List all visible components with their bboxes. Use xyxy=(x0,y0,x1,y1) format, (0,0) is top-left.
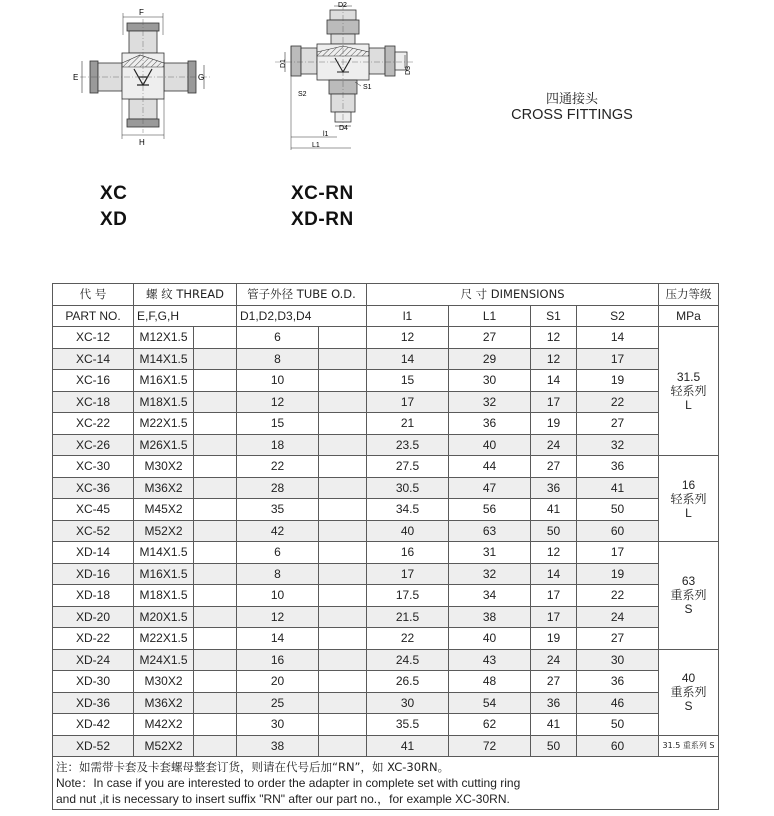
cell-blank xyxy=(319,327,367,349)
label-d1: D1 xyxy=(280,59,287,68)
cell-s2: 30 xyxy=(577,649,659,671)
cell-l1: 17 xyxy=(367,391,449,413)
table-row xyxy=(53,499,719,521)
cell-s2: 14 xyxy=(577,327,659,349)
cell-part-no: XD-42 xyxy=(53,714,134,736)
cell-blank xyxy=(194,456,237,478)
cell-blank xyxy=(194,520,237,542)
cell-blank xyxy=(319,348,367,370)
cell-L1: 56 xyxy=(449,499,531,521)
cell-l1: 34.5 xyxy=(367,499,449,521)
cell-tube-od: 22 xyxy=(237,456,319,478)
cell-s2: 27 xyxy=(577,413,659,435)
cell-blank xyxy=(194,499,237,521)
cell-part-no: XC-52 xyxy=(53,520,134,542)
code-xd: XD xyxy=(100,209,128,230)
cell-blank xyxy=(194,327,237,349)
note-en-2: and nut ,it is necessary to insert suffix "RN" after our part no.，for example XC-30RN. xyxy=(56,792,510,806)
cell-L1: 47 xyxy=(449,477,531,499)
pressure-mpa: 63 xyxy=(681,574,696,589)
cell-blank xyxy=(194,542,237,564)
pressure-group xyxy=(659,542,719,650)
cell-L1: 62 xyxy=(449,714,531,736)
note-row xyxy=(53,757,719,810)
cell-blank xyxy=(194,370,237,392)
cell-l1: 23.5 xyxy=(367,434,449,456)
cell-part-no: XC-22 xyxy=(53,413,134,435)
cell-s2: 46 xyxy=(577,692,659,714)
pressure-grade: L xyxy=(685,505,692,520)
table-row xyxy=(53,456,719,478)
cell-part-no: XC-45 xyxy=(53,499,134,521)
cell-tube-od: 14 xyxy=(237,628,319,650)
cell-blank xyxy=(194,477,237,499)
cell-thread: M14X1.5 xyxy=(134,542,194,564)
cell-blank xyxy=(319,413,367,435)
cell-part-no: XD-20 xyxy=(53,606,134,628)
col-L1: L1 xyxy=(449,305,531,327)
pressure-series: 重系列 xyxy=(670,588,707,603)
cell-tube-od: 30 xyxy=(237,714,319,736)
cell-s1: 27 xyxy=(531,671,577,693)
cell-L1: 38 xyxy=(449,606,531,628)
cell-l1: 16 xyxy=(367,542,449,564)
cell-l1: 30 xyxy=(367,692,449,714)
cell-blank xyxy=(194,391,237,413)
cell-s1: 17 xyxy=(531,585,577,607)
cell-blank xyxy=(319,520,367,542)
cell-s2: 19 xyxy=(577,370,659,392)
cell-s2: 60 xyxy=(577,520,659,542)
pressure-series: 轻系列 xyxy=(670,491,707,506)
cell-s2: 32 xyxy=(577,434,659,456)
cell-l1: 15 xyxy=(367,370,449,392)
col-l1: l1 xyxy=(367,305,449,327)
cell-thread: M24X1.5 xyxy=(134,649,194,671)
cell-thread: M30X2 xyxy=(134,671,194,693)
cell-blank xyxy=(194,585,237,607)
cell-L1: 43 xyxy=(449,649,531,671)
cell-thread: M14X1.5 xyxy=(134,348,194,370)
note-cell xyxy=(53,757,719,810)
table-row xyxy=(53,327,719,349)
cell-L1: 30 xyxy=(449,370,531,392)
cell-tube-od: 42 xyxy=(237,520,319,542)
cell-L1: 29 xyxy=(449,348,531,370)
cell-tube-od: 25 xyxy=(237,692,319,714)
cell-blank xyxy=(319,477,367,499)
cell-s1: 14 xyxy=(531,370,577,392)
cell-s1: 27 xyxy=(531,456,577,478)
cell-tube-od: 18 xyxy=(237,434,319,456)
cell-s1: 19 xyxy=(531,413,577,435)
cell-s2: 36 xyxy=(577,456,659,478)
label-h: H xyxy=(139,138,145,147)
cell-s1: 41 xyxy=(531,714,577,736)
cell-blank xyxy=(319,671,367,693)
cell-L1: 36 xyxy=(449,413,531,435)
label-d3: D3 xyxy=(405,66,412,75)
cell-blank xyxy=(194,649,237,671)
cell-blank xyxy=(194,606,237,628)
cell-s2: 50 xyxy=(577,714,659,736)
table-row xyxy=(53,714,719,736)
cell-blank xyxy=(194,735,237,757)
cell-L1: 40 xyxy=(449,628,531,650)
cell-s1: 12 xyxy=(531,348,577,370)
cell-tube-od: 35 xyxy=(237,499,319,521)
cell-s2: 17 xyxy=(577,542,659,564)
table-row xyxy=(53,606,719,628)
cell-thread: M45X2 xyxy=(134,499,194,521)
cell-s2: 60 xyxy=(577,735,659,757)
spec-table xyxy=(52,283,719,810)
cell-part-no: XC-12 xyxy=(53,327,134,349)
cell-L1: 40 xyxy=(449,434,531,456)
cell-l1: 30.5 xyxy=(367,477,449,499)
table-row xyxy=(53,649,719,671)
label-d2: D2 xyxy=(338,2,347,9)
cell-part-no: XC-16 xyxy=(53,370,134,392)
cell-L1: 32 xyxy=(449,391,531,413)
pressure-series: 轻系列 xyxy=(670,384,707,398)
cell-part-no: XD-52 xyxy=(53,735,134,757)
pressure-group xyxy=(659,735,719,757)
label-l1-big: L1 xyxy=(312,142,320,149)
cell-blank xyxy=(319,563,367,585)
cross-fitting-rn-drawing xyxy=(265,0,425,158)
col-code-cn: 代 号 xyxy=(53,284,134,306)
cell-part-no: XD-22 xyxy=(53,628,134,650)
cell-s2: 27 xyxy=(577,628,659,650)
cell-s1: 50 xyxy=(531,735,577,757)
table-row xyxy=(53,628,719,650)
pressure-mpa: 40 xyxy=(681,671,696,685)
cell-blank xyxy=(194,692,237,714)
cell-part-no: XC-18 xyxy=(53,391,134,413)
cell-L1: 72 xyxy=(449,735,531,757)
cell-part-no: XD-14 xyxy=(53,542,134,564)
cell-blank xyxy=(319,628,367,650)
cell-s2: 24 xyxy=(577,606,659,628)
pressure-grade: S xyxy=(684,602,693,617)
table-row xyxy=(53,391,719,413)
cell-tube-od: 20 xyxy=(237,671,319,693)
cell-thread: M26X1.5 xyxy=(134,434,194,456)
cell-L1: 54 xyxy=(449,692,531,714)
col-efgh: E,F,G,H xyxy=(134,305,237,327)
cell-l1: 21.5 xyxy=(367,606,449,628)
table-row xyxy=(53,413,719,435)
cell-part-no: XD-24 xyxy=(53,649,134,671)
cell-s2: 17 xyxy=(577,348,659,370)
cell-L1: 63 xyxy=(449,520,531,542)
cell-blank xyxy=(319,735,367,757)
table-row xyxy=(53,477,719,499)
cell-l1: 17.5 xyxy=(367,585,449,607)
cell-blank xyxy=(319,434,367,456)
table-row xyxy=(53,585,719,607)
cell-blank xyxy=(194,413,237,435)
cell-blank xyxy=(194,714,237,736)
cell-thread: M52X2 xyxy=(134,520,194,542)
cell-thread: M30X2 xyxy=(134,456,194,478)
cell-thread: M42X2 xyxy=(134,714,194,736)
cell-part-no: XC-30 xyxy=(53,456,134,478)
cell-tube-od: 10 xyxy=(237,370,319,392)
table-row xyxy=(53,542,719,564)
cell-l1: 40 xyxy=(367,520,449,542)
cross-fitting-drawing xyxy=(60,5,230,155)
cell-s1: 12 xyxy=(531,542,577,564)
pressure-mpa: 16 xyxy=(681,477,696,492)
label-d4: D4 xyxy=(339,125,348,132)
cell-blank xyxy=(319,542,367,564)
cell-tube-od: 16 xyxy=(237,649,319,671)
title-cn: 四通接头 xyxy=(545,92,598,107)
code-xc-rn: XC-RN xyxy=(291,183,354,204)
cell-blank xyxy=(194,434,237,456)
pressure-series: 重系列 xyxy=(670,685,707,699)
table-row xyxy=(53,370,719,392)
label-f: F xyxy=(139,8,144,17)
label-e: E xyxy=(73,73,79,82)
cell-s1: 17 xyxy=(531,391,577,413)
cell-s2: 22 xyxy=(577,585,659,607)
cell-thread: M36X2 xyxy=(134,692,194,714)
cell-blank xyxy=(194,671,237,693)
col-d: D1,D2,D3,D4 xyxy=(237,305,367,327)
cell-thread: M16X1.5 xyxy=(134,563,194,585)
cell-tube-od: 15 xyxy=(237,413,319,435)
cell-part-no: XC-14 xyxy=(53,348,134,370)
label-s2: S2 xyxy=(298,91,307,98)
col-pressure-cn: 压力等级 xyxy=(659,284,719,306)
col-thread: 螺 纹 THREAD xyxy=(134,284,237,306)
cell-tube-od: 8 xyxy=(237,348,319,370)
cell-s1: 36 xyxy=(531,477,577,499)
cell-blank xyxy=(319,391,367,413)
cell-blank xyxy=(319,499,367,521)
cell-part-no: XD-16 xyxy=(53,563,134,585)
col-s2: S2 xyxy=(577,305,659,327)
cell-blank xyxy=(319,585,367,607)
cell-s1: 24 xyxy=(531,434,577,456)
cell-blank xyxy=(319,714,367,736)
label-s1: S1 xyxy=(363,84,372,91)
pressure-mpa: 31.5 xyxy=(676,370,701,384)
cell-l1: 21 xyxy=(367,413,449,435)
cell-tube-od: 6 xyxy=(237,327,319,349)
table-row xyxy=(53,692,719,714)
table-row xyxy=(53,563,719,585)
label-l1-small: l1 xyxy=(323,131,329,138)
cell-blank xyxy=(319,370,367,392)
cell-l1: 27.5 xyxy=(367,456,449,478)
cell-part-no: XD-36 xyxy=(53,692,134,714)
col-part-no: PART NO. xyxy=(53,305,134,327)
table-row xyxy=(53,434,719,456)
cell-s1: 41 xyxy=(531,499,577,521)
pressure-group xyxy=(659,649,719,735)
cell-s2: 22 xyxy=(577,391,659,413)
cell-part-no: XC-36 xyxy=(53,477,134,499)
code-xc: XC xyxy=(100,183,128,204)
cell-thread: M20X1.5 xyxy=(134,606,194,628)
cell-s1: 12 xyxy=(531,327,577,349)
col-s1: S1 xyxy=(531,305,577,327)
cell-tube-od: 12 xyxy=(237,606,319,628)
cell-s1: 24 xyxy=(531,649,577,671)
pressure-group xyxy=(659,327,719,456)
cell-blank xyxy=(194,628,237,650)
cell-tube-od: 8 xyxy=(237,563,319,585)
cell-blank xyxy=(319,649,367,671)
cell-l1: 22 xyxy=(367,628,449,650)
cell-blank xyxy=(194,348,237,370)
cell-part-no: XD-18 xyxy=(53,585,134,607)
cell-tube-od: 38 xyxy=(237,735,319,757)
cell-thread: M22X1.5 xyxy=(134,413,194,435)
table-row xyxy=(53,735,719,757)
pressure-grade: L xyxy=(685,398,692,412)
pressure-group xyxy=(659,456,719,542)
cell-thread: M18X1.5 xyxy=(134,585,194,607)
cell-s2: 19 xyxy=(577,563,659,585)
cell-L1: 48 xyxy=(449,671,531,693)
pressure-grade: S xyxy=(684,699,693,713)
cell-L1: 27 xyxy=(449,327,531,349)
cell-blank xyxy=(319,692,367,714)
table-row xyxy=(53,348,719,370)
cell-tube-od: 12 xyxy=(237,391,319,413)
cell-tube-od: 6 xyxy=(237,542,319,564)
cell-L1: 31 xyxy=(449,542,531,564)
cell-L1: 44 xyxy=(449,456,531,478)
cell-tube-od: 28 xyxy=(237,477,319,499)
cell-L1: 34 xyxy=(449,585,531,607)
cell-thread: M12X1.5 xyxy=(134,327,194,349)
cell-blank xyxy=(194,563,237,585)
cell-l1: 35.5 xyxy=(367,714,449,736)
cell-thread: M36X2 xyxy=(134,477,194,499)
pressure-text: 31.5 重系列 S xyxy=(662,740,715,750)
cell-s1: 19 xyxy=(531,628,577,650)
table-row xyxy=(53,671,719,693)
cell-s2: 36 xyxy=(577,671,659,693)
cell-thread: M22X1.5 xyxy=(134,628,194,650)
cell-thread: M18X1.5 xyxy=(134,391,194,413)
cell-l1: 17 xyxy=(367,563,449,585)
cell-l1: 12 xyxy=(367,327,449,349)
note-cn: 注：如需带卡套及卡套螺母整套订货，则请在代号后加“RN”，如 XC-30RN。 xyxy=(56,760,450,774)
col-dimensions: 尺 寸 DIMENSIONS xyxy=(367,284,659,306)
cell-s1: 17 xyxy=(531,606,577,628)
cell-L1: 32 xyxy=(449,563,531,585)
cell-thread: M16X1.5 xyxy=(134,370,194,392)
cell-part-no: XC-26 xyxy=(53,434,134,456)
title-en: CROSS FITTINGS xyxy=(511,107,633,123)
cell-blank xyxy=(319,606,367,628)
code-xd-rn: XD-RN xyxy=(291,209,354,230)
cell-tube-od: 10 xyxy=(237,585,319,607)
cell-s1: 50 xyxy=(531,520,577,542)
cell-s2: 50 xyxy=(577,499,659,521)
note-en-1: Note：In case if you are interested to order the adapter in complete set with cutting ring xyxy=(56,776,521,790)
label-g: G xyxy=(198,73,205,82)
cell-blank xyxy=(319,456,367,478)
cell-s1: 14 xyxy=(531,563,577,585)
col-tube: 管子外径 TUBE O.D. xyxy=(237,284,367,306)
cell-l1: 24.5 xyxy=(367,649,449,671)
cell-thread: M52X2 xyxy=(134,735,194,757)
cell-l1: 14 xyxy=(367,348,449,370)
table-row xyxy=(53,520,719,542)
col-mpa: MPa xyxy=(659,305,719,327)
cell-s2: 41 xyxy=(577,477,659,499)
cell-s1: 36 xyxy=(531,692,577,714)
cell-part-no: XD-30 xyxy=(53,671,134,693)
cell-l1: 26.5 xyxy=(367,671,449,693)
cell-l1: 41 xyxy=(367,735,449,757)
